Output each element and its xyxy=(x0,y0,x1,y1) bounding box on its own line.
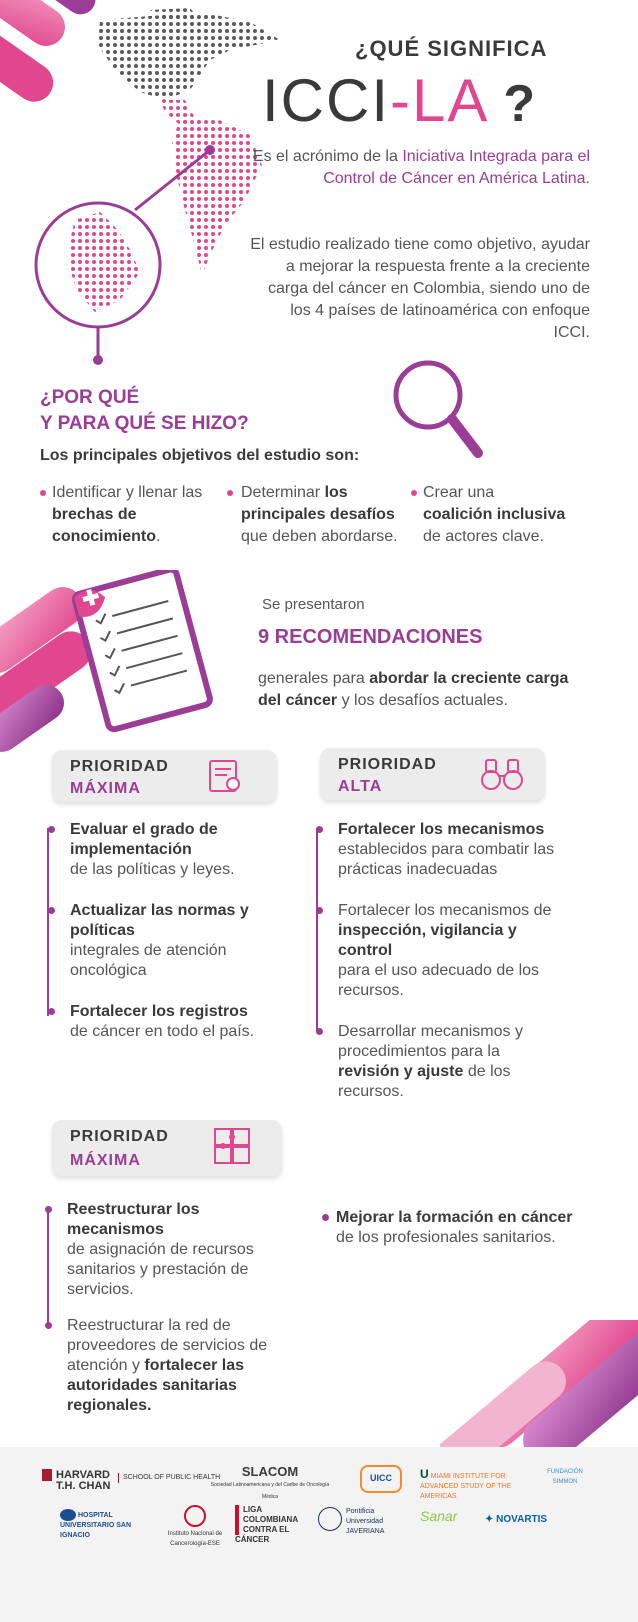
p3-item-1: Reestructurar los mecanismos de asignación de recursos sanitarios y prestación de servicios. xyxy=(67,1200,277,1300)
novartis-logo: ✦ NOVARTIS xyxy=(485,1514,548,1525)
acronym-title: ICCI-LA ? xyxy=(262,67,538,134)
intro-acronym: Es el acrónimo de la Iniciativa Integrada para el Control de Cáncer en América Latina. xyxy=(252,148,590,187)
question-small: ¿QUÉ SIGNIFICA xyxy=(355,36,548,61)
p1-item-2: Actualizar las normas y políticas integrales de atención oncológica xyxy=(70,901,270,981)
liga-logo: LIGA COLOMBIANA CONTRA EL CÁNCER xyxy=(235,1505,298,1544)
binoculars-icon xyxy=(478,756,528,792)
p2-item-3: Desarrollar mecanismos y procedimientos para la revisión y ajuste de los recursos. xyxy=(338,1022,548,1102)
uicc-logo: UICC xyxy=(360,1465,402,1493)
why-title: ¿POR QUÉ Y PARA QUÉ SE HIZO? xyxy=(40,387,249,434)
san-ignacio-logo: HOSPITAL UNIVERSITARIO SAN IGNACIO xyxy=(60,1509,140,1541)
priority-1-bracket xyxy=(47,828,59,1016)
p2-item-2: Fortalecer los mecanismos de inspección, vigilancia y control para el uso adecuado de los recursos. xyxy=(338,901,558,1001)
objective-2: Determinar los principales desafíos que deben abordarse. xyxy=(241,482,401,548)
p3-item-side: Mejorar la formación en cáncer de los profesionales sanitarios. xyxy=(336,1208,576,1248)
decorative-blobs xyxy=(440,1320,638,1447)
puzzle-icon xyxy=(212,1126,252,1168)
javeriana-logo: Pontificia Universidad JAVERIANA xyxy=(318,1507,398,1537)
priority-max-header: PRIORIDAD MÁXIMA xyxy=(52,750,277,802)
objective-1: Identificar y llenar las brechas de conocimiento. xyxy=(52,482,222,548)
slacom-logo: SLACOM Sociedad Latinoamericana y del Caribe de Oncología Médica xyxy=(210,1464,330,1500)
nine-recommendations: 9 RECOMENDACIONES xyxy=(258,626,483,648)
priority-high-header: PRIORIDAD ALTA xyxy=(320,748,545,800)
inc-logo: Instituto Nacional de Cancerología-ESE xyxy=(165,1505,225,1549)
sanar-logo: Sanar xyxy=(420,1508,458,1524)
objective-3: Crear una coalición inclusiva de actores clave. xyxy=(423,482,583,548)
simmon-logo: FUNDACIÓN SIMMON xyxy=(547,1469,583,1485)
presented-text: Se presentaron xyxy=(262,596,365,613)
sponsor-logos-footer xyxy=(0,1447,638,1622)
harvard-sph-text: SCHOOL OF PUBLIC HEALTH xyxy=(118,1473,220,1483)
p1-item-1: Evaluar el grado de implementación de las políticas y leyes. xyxy=(70,820,270,880)
objectives-title: Los principales objetivos del estudio son: xyxy=(40,447,360,464)
harvard-logo: HARVARD T.H. CHAN xyxy=(42,1469,110,1491)
recommendations-description: generales para abordar la creciente carga del cáncer y los desafíos actuales. xyxy=(258,670,569,709)
priority-3-bracket xyxy=(47,1208,59,1328)
p2-item-1: Fortalecer los mecanismos establecidos para combatir las prácticas inadecuadas xyxy=(338,820,568,880)
document-seal-icon xyxy=(207,758,243,794)
priority-2-bracket xyxy=(316,828,328,1032)
magnifier-icon xyxy=(388,355,488,465)
priority-max-header-2: PRIORIDAD MÁXIMA xyxy=(52,1120,282,1176)
p3-item-2: Reestructurar la red de proveedores de servicios de atención y fortalecer las autoridades sanitarias regionales. xyxy=(67,1316,285,1416)
p1-item-3: Fortalecer los registros de cáncer en todo el país. xyxy=(70,1002,270,1042)
clipboard-checklist-graphic xyxy=(0,570,240,760)
intro-study: El estudio realizado tiene como objetivo, ayudar a mejorar la respuesta frente a la creciente carga del cáncer en Colombia, siendo uno de los 4 países de latinoamérica con enfoque ICCI. xyxy=(250,236,590,341)
miami-logo: U MIAMI INSTITUTE FOR ADVANCED STUDY OF THE AMERICAS xyxy=(420,1467,512,1500)
